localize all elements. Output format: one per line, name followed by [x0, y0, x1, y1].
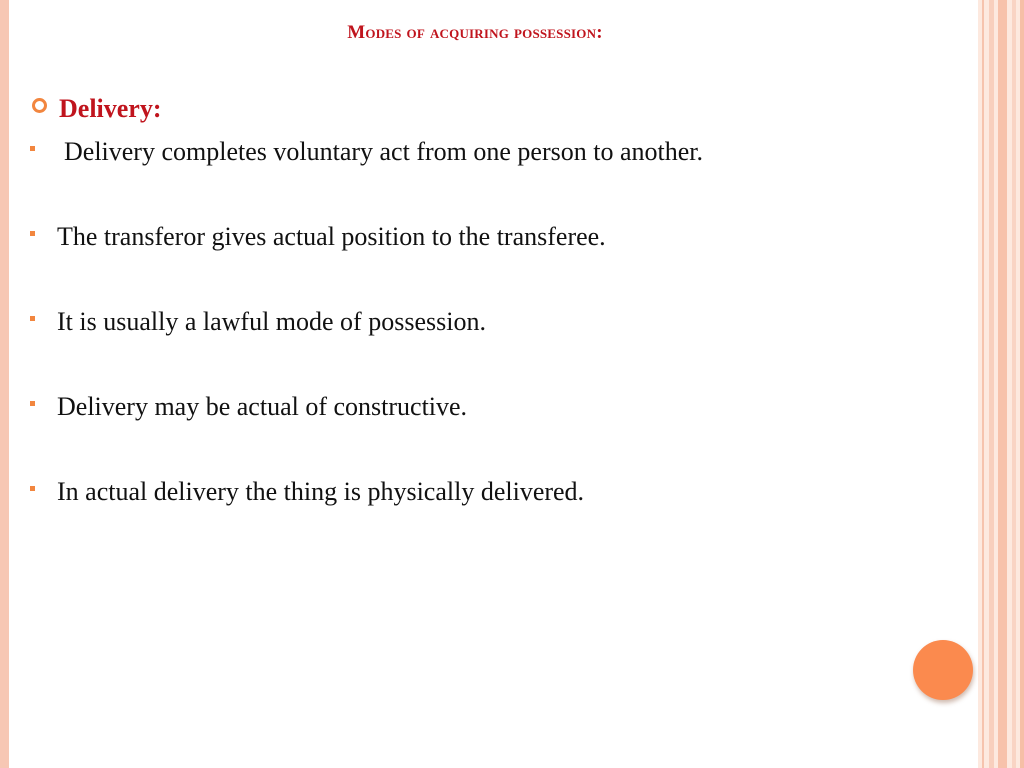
list-item	[30, 136, 703, 168]
border-stripe	[1020, 0, 1024, 768]
ring-icon	[32, 98, 47, 113]
section-heading-text: Delivery:	[59, 94, 162, 123]
bullet-text: Delivery completes voluntary act from one person to another.	[64, 137, 703, 166]
square-bullet-icon	[30, 486, 35, 491]
bullet-text: In actual delivery the thing is physically delivered.	[57, 477, 585, 506]
border-stripe	[1012, 0, 1016, 768]
bullet-text: The transferor gives actual position to the transferee.	[57, 222, 606, 251]
square-bullet-icon	[30, 146, 35, 151]
section-heading	[32, 92, 162, 126]
border-stripe	[982, 0, 984, 768]
left-border-decoration	[0, 0, 9, 768]
bullet-text: It is usually a lawful mode of possession.	[57, 307, 486, 336]
list-item	[30, 476, 584, 508]
list-item	[30, 306, 486, 338]
circle-icon[interactable]	[913, 640, 973, 700]
square-bullet-icon	[30, 316, 35, 321]
border-stripe	[998, 0, 1007, 768]
border-stripe	[989, 0, 994, 768]
square-bullet-icon	[30, 231, 35, 236]
square-bullet-icon	[30, 401, 35, 406]
slide-title: Modes of acquiring possession:	[347, 22, 603, 43]
bullet-text: Delivery may be actual of constructive.	[57, 392, 468, 421]
list-item	[30, 221, 606, 253]
list-item	[30, 391, 467, 423]
